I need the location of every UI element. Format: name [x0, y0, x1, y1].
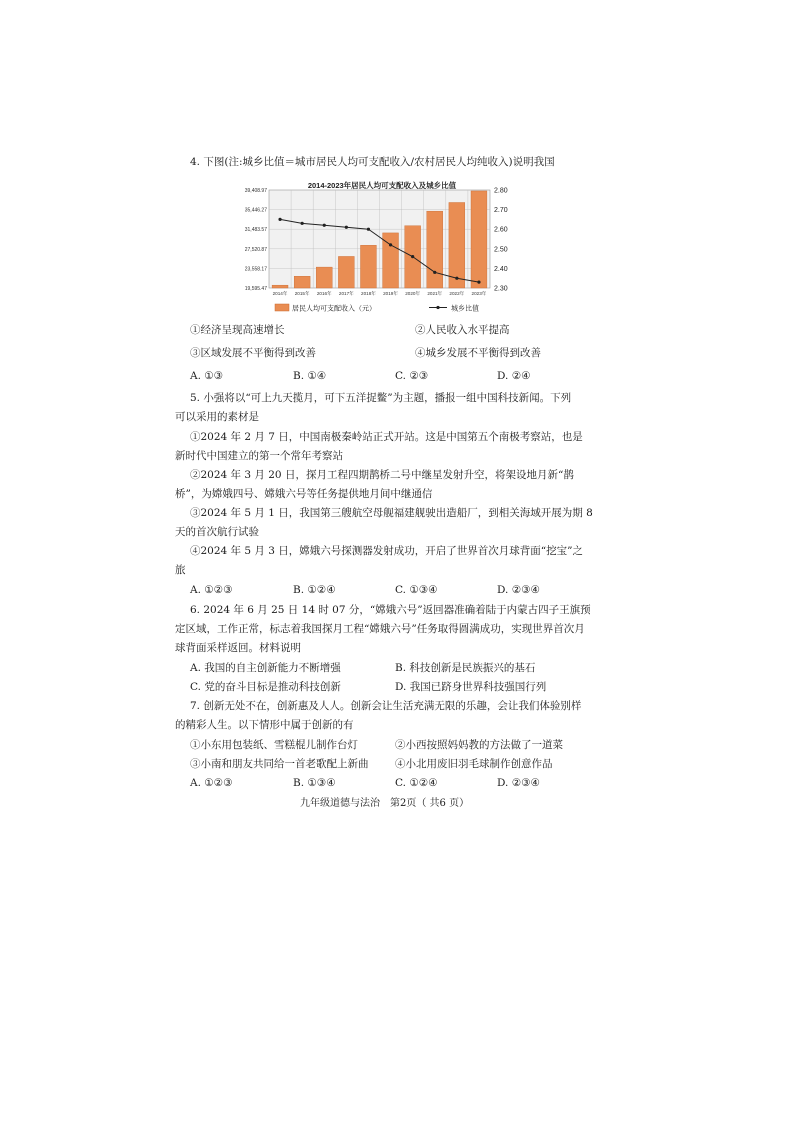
right-tick-label: 2.60 [494, 226, 508, 234]
q4-choice-b[interactable]: B. ①④ [293, 370, 327, 382]
q7-statement-4: ④小北用废旧羽毛球制作创意作品 [395, 758, 553, 770]
q5-choice-b[interactable]: B. ①②④ [293, 584, 336, 596]
q6-choice-b[interactable]: B. 科技创新是民族振兴的基石 [395, 662, 536, 674]
income-bar [316, 267, 332, 288]
q5-material-4a: ④2024 年 5 月 3 日，嫦娥六号探测器发射成功，开启了世界首次月球背面“挖宝”之 [190, 545, 584, 557]
ratio-point [323, 224, 326, 227]
q4-choice-a[interactable]: A. ①③ [190, 370, 224, 382]
x-tick-label: 2014年 [272, 291, 288, 296]
q4-statement-4: ④城乡发展不平衡得到改善 [415, 347, 541, 359]
x-tick-label: 2015年 [294, 291, 310, 296]
ratio-point [411, 255, 414, 258]
q5-material-4b: 旅 [175, 564, 186, 576]
left-tick-label: 19,595.47 [244, 286, 267, 292]
q7-choice-c[interactable]: C. ①②④ [395, 777, 438, 789]
q5-choice-c[interactable]: C. ①③④ [395, 584, 438, 596]
q5-material-1b: 新时代中国建立的第一个常年考察站 [175, 450, 343, 462]
income-bar [360, 245, 376, 288]
x-tick-label: 2016年 [316, 291, 332, 296]
ratio-point [278, 218, 281, 221]
q5-material-3a: ③2024 年 5 月 1 日，我国第三艘航空母舰福建舰驶出造船厂，到相关海域开展为期 8 [190, 507, 593, 519]
ratio-point [367, 228, 370, 231]
legend-bar-swatch [275, 304, 289, 311]
right-tick-label: 2.30 [494, 285, 508, 293]
page-footer: 九年级道德与法治 第2页（ 共6 页） [300, 798, 470, 809]
right-tick-label: 2.80 [494, 187, 508, 195]
q6-choice-a[interactable]: A. 我国的自主创新能力不断增强 [190, 662, 341, 674]
q4-statement-2: ②人民收入水平提高 [415, 324, 510, 336]
legend-line-marker [436, 306, 439, 309]
right-tick-label: 2.50 [494, 246, 508, 254]
q7-statement-2: ②小西按照妈妈教的方法做了一道菜 [395, 739, 563, 751]
q7-choice-d[interactable]: D. ②③④ [497, 777, 540, 789]
chart-title: 2014-2023年居民人均可支配收入及城乡比值 [307, 181, 457, 190]
q5-stem-line-2: 可以采用的素材是 [175, 411, 259, 423]
x-tick-label: 2023年 [471, 291, 487, 296]
q4-statement-1: ①经济呈现高速增长 [190, 324, 285, 336]
q5-choice-a[interactable]: A. ①②③ [190, 584, 233, 596]
x-tick-label: 2022年 [449, 291, 465, 296]
q5-choice-d[interactable]: D. ②③④ [497, 584, 540, 596]
income-bar [471, 191, 487, 288]
q7-choice-b[interactable]: B. ①③④ [293, 777, 336, 789]
legend-bar-label: 居民人均可支配收入（元） [292, 305, 376, 313]
q7-statement-3: ③小南和朋友共同给一首老歌配上新曲 [190, 758, 369, 770]
left-tick-label: 39,408.97 [244, 188, 267, 194]
q5-material-1a: ①2024 年 2 月 7 日，中国南极秦岭站正式开站。这是中国第五个南极考察站，也是 [190, 431, 583, 443]
x-tick-label: 2017年 [338, 291, 354, 296]
left-tick-label: 23,558.17 [244, 266, 267, 273]
q5-material-2b: 桥”，为嫦娥四号、嫦娥六号等任务提供地月间中继通信 [175, 488, 433, 500]
legend-line-label: 城乡比值 [451, 305, 479, 313]
q4-stem: 4. 下图(注:城乡比值＝城市居民人均可支配收入/农村居民人均纯收入)说明我国 [190, 156, 555, 168]
q6-choice-d[interactable]: D. 我国已跻身世界科技强国行列 [395, 681, 547, 693]
right-tick-label: 2.70 [494, 207, 508, 215]
q6-stem-line-2: 定区域，工作正常，标志着我国探月工程“嫦娥六号”任务取得圆满成功，实现世界首次月 [175, 623, 585, 635]
q5-material-3b: 天的首次航行试验 [175, 526, 259, 538]
income-bar [272, 285, 288, 288]
income-bar [294, 276, 310, 288]
left-tick-label: 35,446.27 [244, 207, 267, 214]
left-tick-label: 31,483.57 [244, 227, 267, 234]
income-bar [338, 256, 354, 288]
q7-stem-line-1: 7. 创新无处不在，创新惠及人人。创新会让生活充满无限的乐趣，会让我们体验别样 [190, 700, 582, 712]
q7-statement-1: ①小东用包装纸、雪糕棍儿制作台灯 [190, 739, 358, 751]
q7-choice-a[interactable]: A. ①②③ [190, 777, 233, 789]
q7-stem-line-2: 的精彩人生。以下情形中属于创新的有 [175, 719, 354, 731]
x-tick-label: 2018年 [361, 291, 376, 296]
ratio-point [345, 226, 348, 229]
income-ratio-chart [237, 178, 522, 316]
q5-material-2a: ②2024 年 3 月 20 日，探月工程四期鹊桥二号中继星发射升空，将架设地月新“鹊 [190, 469, 574, 481]
income-bar [427, 211, 443, 288]
q4-choice-d[interactable]: D. ②④ [497, 370, 531, 382]
right-tick-label: 2.40 [494, 265, 508, 273]
ratio-point [389, 243, 392, 246]
income-bar [449, 202, 465, 288]
x-tick-label: 2020年 [405, 291, 421, 296]
q6-choice-c[interactable]: C. 党的奋斗目标是推动科技创新 [190, 681, 341, 693]
q5-stem-line-1: 5. 小强将以“可上九天揽月，可下五洋捉鳖”为主题，播报一组中国科技新闻。下列 [190, 392, 572, 404]
q4-statement-3: ③区域发展不平衡得到改善 [190, 347, 316, 359]
q6-stem-line-1: 6. 2024 年 6 月 25 日 14 时 07 分，“嫦娥六号”返回器准确着陆于内蒙古四子王旗预 [190, 604, 591, 616]
q6-stem-line-3: 球背面采样返回。材料说明 [175, 642, 301, 654]
x-tick-label: 2021年 [427, 291, 443, 296]
x-tick-label: 2019年 [383, 291, 398, 296]
ratio-point [477, 281, 480, 284]
q4-choice-c[interactable]: C. ②③ [395, 370, 429, 382]
ratio-point [301, 222, 304, 225]
left-tick-label: 27,520.87 [244, 246, 267, 253]
ratio-point [433, 271, 436, 274]
ratio-point [455, 277, 458, 280]
